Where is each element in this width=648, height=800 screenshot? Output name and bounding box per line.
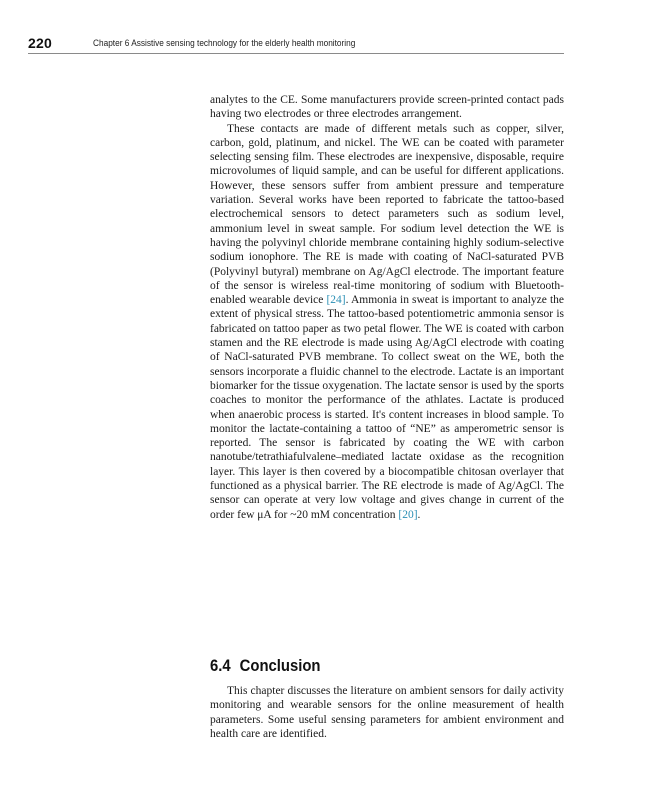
paragraph-text: . xyxy=(417,508,421,521)
paragraph-text: . Ammonia in sweat is important to analyze the extent of physical stress. The tattoo-based potentiometric ammonia sensor is fabricated on tattoo paper as two petal flower. The WE is coated with carbon stamen and the RE electrode is made using Ag/AgCl electrode with coating of NaCl-saturated PVB membrane. To collect sweat on the WE, both the sensors incorporate a fluidic channel to the electrode. Lactate is an important biomarker for the tissue oxygenation. The lactate sensor is used by the sports coaches to monitor the performance of the athlates. Lactate is produced when anaerobic process is started. It's content increases in blood sample. To monitor the lactate-containing a tattoo of “NE” as amperometric sensor is reported. The sensor is fabricated by coating the WE with carbon nanotube/tetrathiafulvalene–mediated lactate oxidase as the recognition layer. This layer is then covered by a biocompatible chitosan overlayer that functioned as a physical barrier. The RE electrode is made of Ag/AgCl. The sensor can operate at very low voltage and gives change in current of the order few μA for ~20 mM concentration xyxy=(210,294,565,521)
section-heading xyxy=(210,657,529,676)
running-head-title: Chapter 6 Assistive sensing technology for the elderly health monitoring xyxy=(93,38,356,48)
body-text xyxy=(210,93,564,522)
section-title: Conclusion xyxy=(239,657,321,675)
page-number: 220 xyxy=(28,35,52,51)
running-header xyxy=(28,35,564,54)
citation-link[interactable]: [20] xyxy=(398,508,418,521)
paragraph: analytes to the CE. Some manufacturers provide screen-printed contact pads having two electrodes or three electrodes arrangement. xyxy=(210,94,564,121)
conclusion-text xyxy=(210,684,564,741)
section-number: 6.4 xyxy=(210,657,231,675)
paragraph: This chapter discusses the literature on ambient sensors for daily activity monitoring and wearable sensors for the online measurement of health parameters. Some useful sensing parameters for ambient environment and health care are identified. xyxy=(210,685,564,740)
paragraph xyxy=(210,122,564,522)
paragraph-text: These contacts are made of different metals such as copper, silver, carbon, gold, platinum, and nickel. The WE can be coated with parameter selecting sensing film. These electrodes are inexpensive, disposable, require microvolumes of liquid sample, and can be useful for different applications. However, these sensors suffer from ambient pressure and temperature variation. Several works have been reported to fabricate the tattoo-based electrochemical sensors to detect parameters such as sodium level, ammonium level in sweat sample. For sodium level detection the WE is having the polyvinyl chloride membrane containing highly sodium-selective sodium ionophore. The RE is made with coating of NaCl-saturated PVB (Polyvinyl butyral) membrane on Ag/AgCl electrode. The important feature of the sensor is wireless real-time monitoring of sodium with Bluetooth-enabled wearable device xyxy=(210,122,564,307)
citation-link[interactable]: [24] xyxy=(326,294,346,307)
